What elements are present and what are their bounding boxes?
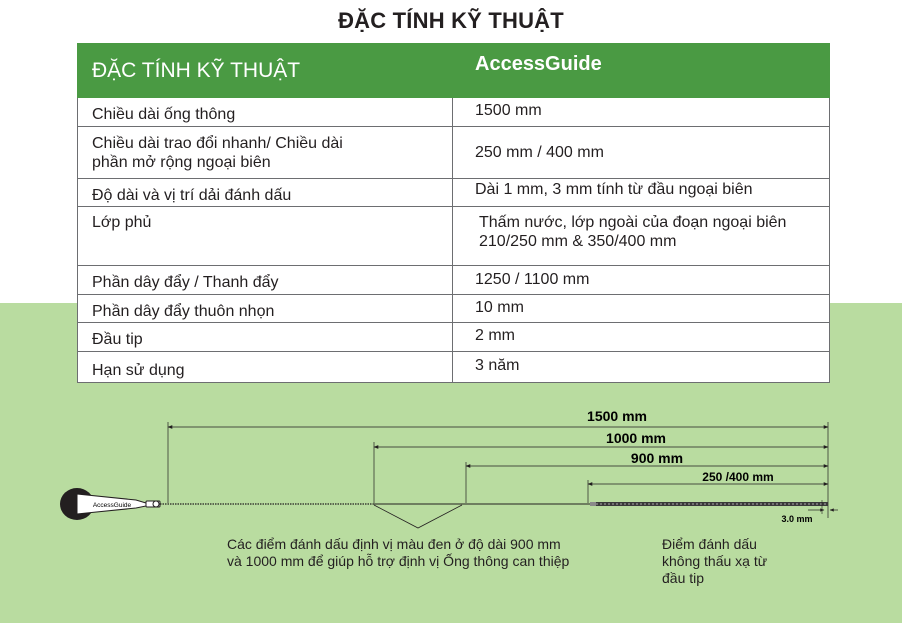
row-label: Hạn sử dụng <box>78 352 453 383</box>
row-label: Đầu tip <box>78 323 453 352</box>
table-row <box>78 352 830 383</box>
dim-250-400-label: 250 /400 mm <box>702 470 774 484</box>
row-label: Phần dây đẩy / Thanh đẩy <box>78 266 453 295</box>
spec-table <box>77 43 830 383</box>
dimension-1000 <box>374 430 828 447</box>
row-label: Phần dây đẩy thuôn nhọn <box>78 295 453 323</box>
marker-note: Các điểm đánh dấu định vị màu đen ở độ dài 900 mm và 1000 mm để giúp hỗ trợ định vị Ống thông can thiệp <box>227 536 570 569</box>
table-header-row <box>78 44 830 98</box>
dim-1500-label: 1500 mm <box>587 408 647 424</box>
row-value: 250 mm / 400 mm <box>453 127 830 179</box>
row-value: 1500 mm <box>453 98 830 127</box>
row-label: Lớp phủ <box>78 207 453 266</box>
table-row <box>78 266 830 295</box>
tip-note: Điểm đánh dấu không thấu xạ từ đầu tip <box>662 536 768 586</box>
table-row <box>78 323 830 352</box>
row-value: 1250 / 1100 mm <box>453 266 830 295</box>
row-value: 10 mm <box>453 295 830 323</box>
row-label: Độ dài và vị trí dải đánh dấu <box>78 179 453 207</box>
dim-900-label: 900 mm <box>630 450 684 466</box>
header-product: AccessGuide <box>453 44 830 98</box>
dim-1000-label: 1000 mm <box>606 430 666 446</box>
row-value: Dài 1 mm, 3 mm tính từ đầu ngoại biên <box>453 179 830 207</box>
table-row <box>78 98 830 127</box>
table-row <box>78 207 830 266</box>
table-row <box>78 179 830 207</box>
taper-segment <box>590 502 596 506</box>
row-label: Chiều dài trao đổi nhanh/ Chiều dài phần mở rộng ngoại biên <box>78 127 453 179</box>
row-value: Thấm nước, lớp ngoài của đoạn ngoại biên 210/250 mm & 350/400 mm <box>453 207 830 266</box>
row-label: Chiều dài ống thông <box>78 98 453 127</box>
dimension-900 <box>466 450 828 466</box>
row-value: 3 năm <box>453 352 830 383</box>
table-row <box>78 127 830 179</box>
marker-callout <box>374 505 462 528</box>
row-value: 2 mm <box>453 323 830 352</box>
page-title: ĐẶC TÍNH KỸ THUẬT <box>338 8 564 33</box>
catheter-hub <box>60 488 160 520</box>
table-row <box>78 295 830 323</box>
header-spec: ĐẶC TÍNH KỸ THUẬT <box>78 44 453 98</box>
dim-3-label: 3.0 mm <box>781 514 813 524</box>
hub-label: AccessGuide <box>92 502 132 509</box>
dimension-1500 <box>168 408 828 427</box>
dimension-250-400 <box>588 470 828 484</box>
